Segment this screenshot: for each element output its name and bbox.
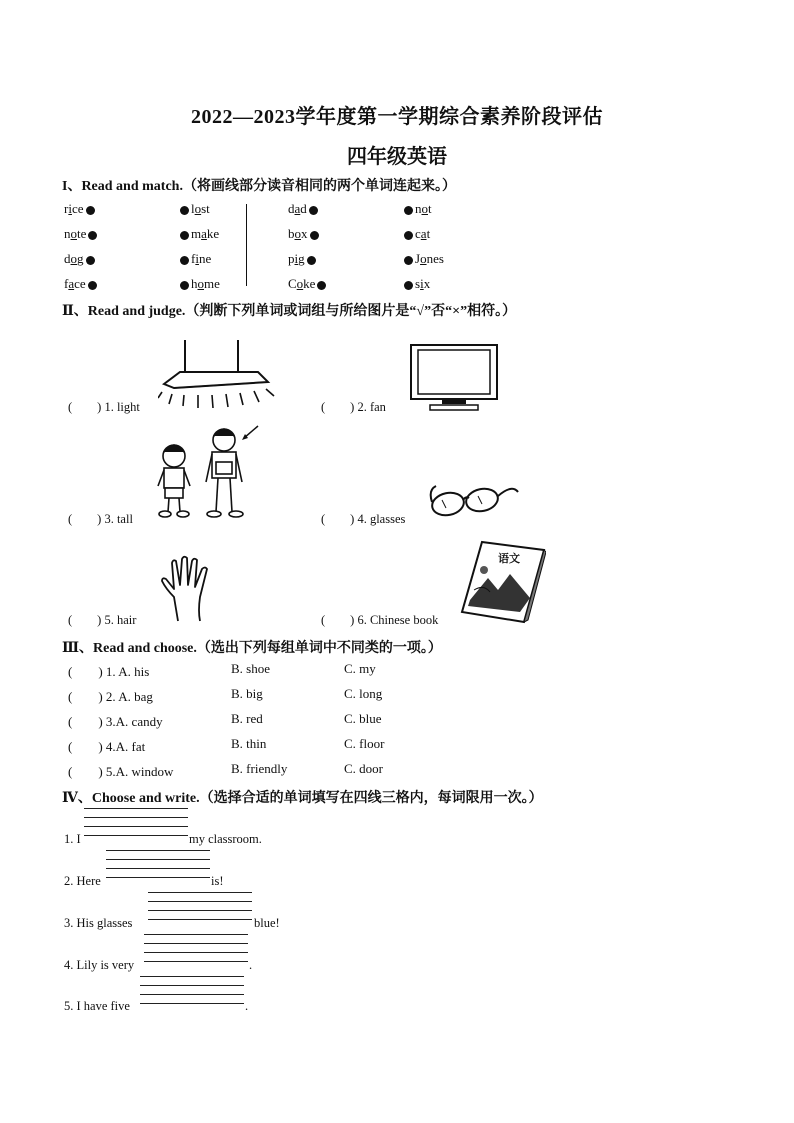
underlined-letter: a xyxy=(294,201,301,216)
match-dot[interactable] xyxy=(180,281,189,290)
choose-row-question: ( ) 4.A. fat xyxy=(68,739,146,754)
match-word-text: dad xyxy=(288,201,307,216)
judge-item-6: ( ) 6. Chinese book xyxy=(321,613,439,627)
sentence-2-pre: 2. Here xyxy=(64,874,101,888)
choose-option-c: C. long xyxy=(344,686,383,701)
match-dot[interactable] xyxy=(88,281,97,290)
match-word-text: fine xyxy=(191,251,212,266)
section4-heading: Ⅳ、Choose and write.（选择合适的单词填写在四线三格内，每词限用一次。） xyxy=(62,791,543,806)
match-dot[interactable] xyxy=(317,281,326,290)
choose-option-c: C. blue xyxy=(344,711,382,726)
sentence-1-pre: 1. I xyxy=(64,832,81,846)
section1-heading: I、Read and match.（将画线部分读音相同的两个单词连起来。） xyxy=(62,179,456,194)
page-subtitle: 四年级英语 xyxy=(347,146,447,168)
match-dot[interactable] xyxy=(180,206,189,215)
underlined-letter: o xyxy=(197,276,204,291)
match-dot[interactable] xyxy=(404,256,413,265)
choose-row-question: ( ) 2. A. bag xyxy=(68,689,153,704)
match-word[interactable] xyxy=(288,201,320,217)
match-word-text: make xyxy=(191,226,220,241)
underlined-letter: o xyxy=(296,276,304,291)
match-dot[interactable] xyxy=(180,256,189,265)
match-word-text: Coke xyxy=(288,276,316,291)
sentence-3-pre: 3. His glasses xyxy=(64,916,133,930)
choose-option-c: C. my xyxy=(344,661,376,676)
judge-item-1: ( ) 1. light xyxy=(68,400,140,414)
writing-grid-5[interactable] xyxy=(140,976,244,1004)
sentence-5-pre: 5. I have five xyxy=(64,999,130,1013)
match-word[interactable] xyxy=(64,276,99,292)
underlined-letter: o xyxy=(70,226,77,241)
choose-option-b: B. friendly xyxy=(231,761,288,776)
choose-option-c: C. floor xyxy=(344,736,385,751)
match-word[interactable] xyxy=(64,201,97,217)
choose-option-b: B. big xyxy=(231,686,263,701)
choose-row-question: ( ) 5.A. window xyxy=(68,764,174,779)
sentence-4-post: . xyxy=(249,958,253,972)
match-dot[interactable] xyxy=(310,231,319,240)
match-word[interactable] xyxy=(64,251,97,267)
underlined-letter: a xyxy=(68,276,75,291)
choose-row-question: ( ) 3.A. candy xyxy=(68,714,163,729)
match-dot[interactable] xyxy=(88,231,97,240)
writing-grid-2[interactable] xyxy=(106,850,210,878)
match-word-text: Jones xyxy=(415,251,444,266)
sentence-4-pre: 4. Lily is very xyxy=(64,958,135,972)
match-dot[interactable] xyxy=(404,281,413,290)
sentence-5-post: . xyxy=(245,999,249,1013)
match-word[interactable] xyxy=(178,276,220,292)
boys-picture xyxy=(152,424,264,520)
underlined-letter: a xyxy=(201,226,207,241)
underlined-letter: o xyxy=(421,201,428,216)
underlined-letter: o xyxy=(294,226,301,241)
underlined-letter: o xyxy=(70,251,77,266)
match-dot[interactable] xyxy=(86,206,95,215)
match-word[interactable] xyxy=(178,201,210,217)
sentence-2-post: is! xyxy=(211,874,224,888)
match-dot[interactable] xyxy=(86,256,95,265)
sentence-1-post: my classroom. xyxy=(189,832,262,846)
match-word[interactable] xyxy=(178,226,219,242)
section2-heading: Ⅱ、Read and judge.（判断下列单词或词组与所给图片是“√”否“×”相符。） xyxy=(62,304,517,319)
hand-picture xyxy=(160,555,220,625)
match-dot[interactable] xyxy=(404,206,413,215)
choose-option-c: C. door xyxy=(344,761,383,776)
match-word-text: cat xyxy=(415,226,431,241)
underlined-letter: o xyxy=(420,251,427,266)
match-word[interactable] xyxy=(288,251,318,267)
judge-item-4: ( ) 4. glasses xyxy=(321,512,406,526)
match-word-text: box xyxy=(288,226,308,241)
underlined-letter: i xyxy=(420,276,424,291)
writing-grid-4[interactable] xyxy=(144,934,248,962)
chinese-book-picture xyxy=(460,540,546,624)
underlined-letter: i xyxy=(294,251,299,266)
column-divider xyxy=(246,204,247,286)
writing-grid-3[interactable] xyxy=(148,892,252,920)
match-word-text: rice xyxy=(64,201,84,216)
underlined-letter: i xyxy=(195,251,199,266)
match-dot[interactable] xyxy=(309,206,318,215)
match-word-text: home xyxy=(191,276,220,291)
match-word-text: dog xyxy=(64,251,84,266)
judge-item-2: ( ) 2. fan xyxy=(321,400,386,414)
match-word[interactable] xyxy=(402,251,444,267)
glasses-picture xyxy=(428,480,520,520)
match-word-text: note xyxy=(64,226,87,241)
match-word[interactable] xyxy=(178,251,211,267)
match-word-text: pig xyxy=(288,251,305,266)
underlined-letter: a xyxy=(420,226,427,241)
book-cover-text: 语文 xyxy=(498,552,520,565)
underlined-letter: i xyxy=(68,201,72,216)
match-dot[interactable] xyxy=(307,256,316,265)
match-word[interactable] xyxy=(288,226,321,242)
match-word-text: lost xyxy=(191,201,210,216)
section3-heading: Ⅲ、Read and choose.（选出下列每组单词中不同类的一项。） xyxy=(62,641,442,656)
choose-option-b: B. thin xyxy=(231,736,267,751)
judge-item-5: ( ) 5. hair xyxy=(68,613,137,627)
underlined-letter: o xyxy=(194,201,202,216)
judge-item-3: ( ) 3. tall xyxy=(68,512,133,526)
page-title: 2022—2023学年度第一学期综合素养阶段评估 xyxy=(191,106,603,128)
writing-grid-1[interactable] xyxy=(84,808,188,836)
match-word[interactable] xyxy=(402,201,432,217)
choose-row-question: ( ) 1. A. his xyxy=(68,664,150,679)
match-word[interactable] xyxy=(402,276,430,292)
match-word-text: six xyxy=(415,276,431,291)
tv-picture xyxy=(410,344,500,412)
light-picture xyxy=(158,338,278,410)
match-word[interactable] xyxy=(64,226,99,242)
match-dot[interactable] xyxy=(404,231,413,240)
match-word[interactable] xyxy=(288,276,328,292)
match-word-text: not xyxy=(415,201,432,216)
choose-option-b: B. shoe xyxy=(231,661,270,676)
match-word-text: face xyxy=(64,276,86,291)
sentence-3-post: blue! xyxy=(254,916,280,930)
match-word[interactable] xyxy=(402,226,430,242)
match-dot[interactable] xyxy=(180,231,189,240)
choose-option-b: B. red xyxy=(231,711,263,726)
